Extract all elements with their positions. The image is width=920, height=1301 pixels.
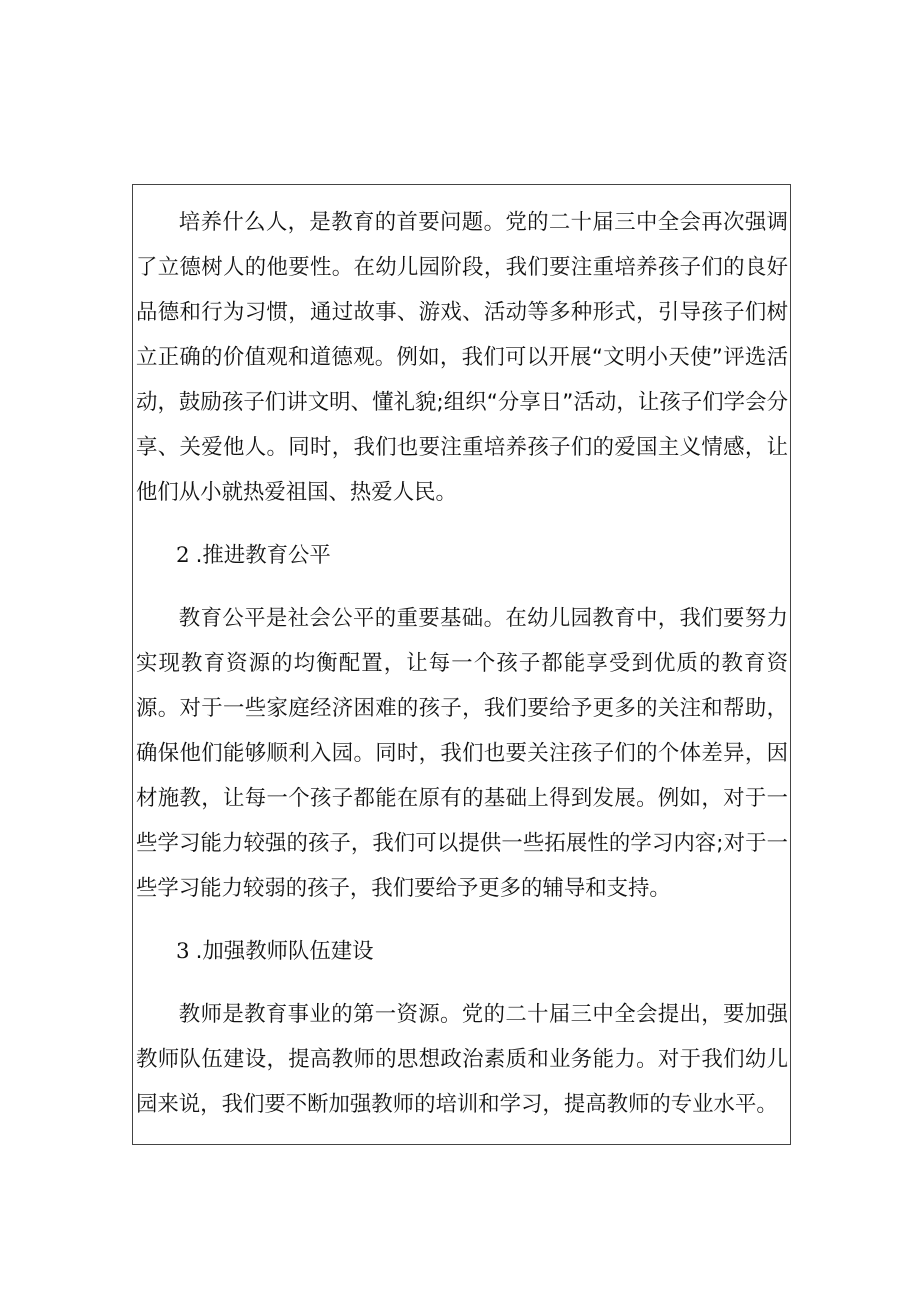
- document-body: [136, 200, 788, 1127]
- section-heading-2: [136, 533, 788, 578]
- section-heading-3: [136, 929, 788, 974]
- paragraph-moral-education: 培养什么人，是教育的首要问题。党的二十届三中全会再次强调了立德树人的他要性。在幼儿园阶段，我们要注重培养孩子们的良好品德和行为习惯，通过故事、游戏、活动等多种形式，引导孩子们树立正确的价值观和道德观。例如，我们可以开展“文明小天使”评选活动，鼓励孩子们讲文明、懂礼貌;组织“分享日”活动，让孩子们学会分享、关爱他人。同时，我们也要注重培养孩子们的爱国主义情感，让他们从小就热爱祖国、热爱人民。: [136, 210, 788, 505]
- section-number: 2: [176, 543, 190, 568]
- section-number: 3: [176, 939, 190, 964]
- spacer: [136, 515, 788, 533]
- paragraph-teacher-development: 教师是教育事业的第一资源。党的二十届三中全会提出，要加强教师队伍建设，提高教师的思想政治素质和业务能力。对于我们幼儿园来说，我们要不断加强教师的培训和学习，提高教师的专业水平。: [136, 1002, 788, 1117]
- paragraph-education-equity: 教育公平是社会公平的重要基础。在幼儿园教育中，我们要努力实现教育资源的均衡配置，让每一个孩子都能享受到优质的教育资源。对于一些家庭经济困难的孩子，我们要给予更多的关注和帮助，确保他们能够顺利入园。同时，我们也要关注孩子们的个体差异，因材施教，让每一个孩子都能在原有的基础上得到发展。例如，对于一些学习能力较强的孩子，我们可以提供一些拓展性的学习内容;对于一些学习能力较弱的孩子，我们要给予更多的辅导和支持。: [136, 606, 788, 901]
- section-title: .推进教育公平: [195, 543, 331, 568]
- spacer: [136, 911, 788, 929]
- section-title: .加强教师队伍建设: [195, 939, 374, 964]
- spacer: [136, 578, 788, 596]
- spacer: [136, 974, 788, 992]
